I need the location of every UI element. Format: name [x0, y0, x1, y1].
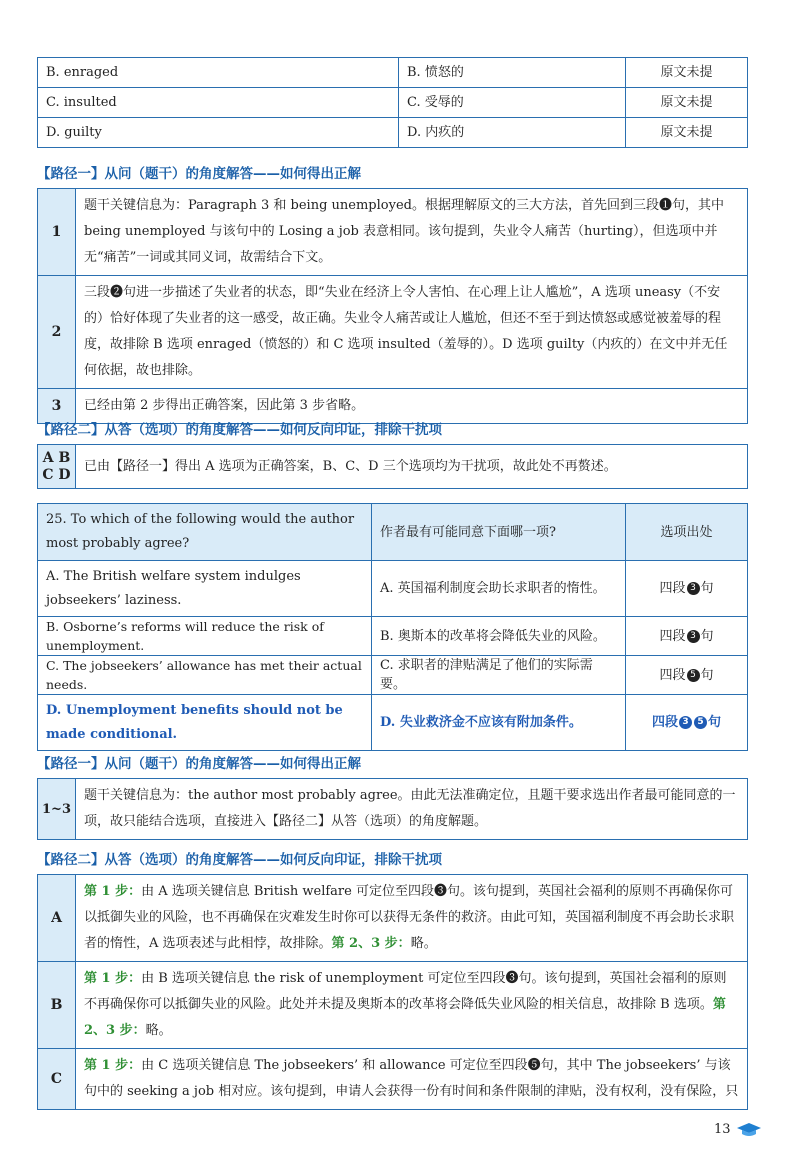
path2-header: 【路径二】从答（选项）的角度解答——如何反向印证，排除干扰项	[37, 422, 442, 438]
step1-label: 第 1 步：	[84, 1058, 142, 1073]
option-source	[626, 561, 748, 617]
source-suffix: 句	[700, 628, 714, 644]
option-source: 原文未提	[626, 58, 748, 88]
circled-number: 5	[687, 669, 700, 682]
step23-label: 第 2、3 步：	[84, 997, 726, 1038]
table-row	[38, 1049, 748, 1110]
source-suffix: 句	[700, 667, 714, 683]
option-source: 原文未提	[626, 118, 748, 148]
source-header: 选项出处	[626, 504, 748, 561]
table-row	[38, 445, 748, 489]
question-en: 25. To which of the following would the author most probably agree?	[38, 504, 372, 561]
q25-path1-table	[37, 778, 748, 840]
circled-number: 3	[687, 582, 700, 595]
path1-header: 【路径一】从问（题干）的角度解答——如何得出正解	[37, 756, 361, 772]
option-analysis	[76, 875, 748, 962]
source-prefix: 四段	[651, 715, 678, 730]
analysis-text: 由 A 选项关键信息 British welfare 可定位至四段❸句。该句提到，英国社会福利的原则不再确保你可以抵御失业的风险，也不再确保在灾难发生时你可以获得无条件的救济。由此可知，英国福利制度不再会助长求职者的惰性，A 选项表述与此相悖，故排除。	[84, 884, 735, 951]
step-text: 题干关键信息为：Paragraph 3 和 being unemployed。根据理解原文的三大方法，首先回到三段❶句，其中 being unemployed 与该句中的 Losing a job 表意相同。该句提到，失业令人痛苦（hurting），但选项中并无“痛苦”一词或其同义词，故需结合下文。	[76, 189, 748, 276]
options-label-top: A B	[42, 449, 71, 466]
option-en-answer: D. Unemployment benefits should not be made conditional.	[38, 695, 372, 751]
q24-path1-table	[37, 188, 748, 424]
analysis-tail: 略。	[410, 936, 437, 951]
option-label: B	[38, 962, 76, 1049]
option-source	[626, 656, 748, 695]
q25-path2-table	[37, 874, 748, 1110]
step-text: 三段❷句进一步描述了失业者的状态，即“失业在经济上令人害怕、在心理上让人尴尬”，A 选项 uneasy（不安的）恰好体现了失业者的这一感受，故正确。失业令人痛苦或让人尴尬，但还不至于到达愤怒或感觉被羞辱的程度，故排除 B 选项 enraged（愤怒的）和 C 选项 insulted（羞辱的）。D 选项 guilty（内疚的）在文中并无任何依据，故也排除。	[76, 276, 748, 389]
option-source	[626, 617, 748, 656]
option-en: B. enraged	[38, 58, 399, 88]
step-label: 1~3	[38, 779, 76, 840]
path2-text: 已由【路径一】得出 A 选项为正确答案，B、C、D 三个选项均为干扰项，故此处不再赘述。	[76, 445, 748, 489]
option-label: C	[38, 1049, 76, 1110]
options-label	[38, 445, 76, 489]
option-source: 原文未提	[626, 88, 748, 118]
option-source-answer	[626, 695, 748, 751]
option-cn: D. 内疚的	[399, 118, 626, 148]
source-suffix: 句	[700, 581, 714, 596]
source-prefix: 四段	[659, 628, 686, 644]
circled-number: 3	[687, 630, 700, 643]
path2-header: 【路径二】从答（选项）的角度解答——如何反向印证，排除干扰项	[37, 852, 442, 868]
source-prefix: 四段	[659, 581, 686, 596]
option-label: A	[38, 875, 76, 962]
analysis-tail: 略。	[145, 1023, 172, 1038]
option-en: C. insulted	[38, 88, 399, 118]
option-cn: C. 求职者的津贴满足了他们的实际需要。	[372, 656, 626, 695]
q24-path2-table	[37, 444, 748, 489]
step-text: 题干关键信息为：the author most probably agree。由此无法准确定位，且题干要求选出作者最可能同意的一项，故只能结合选项，直接进入【路径二】从答（选项）的角度解题。	[76, 779, 748, 840]
table-row	[38, 779, 748, 840]
option-en: A. The British welfare system indulges jobseekers’ laziness.	[38, 561, 372, 617]
step-label: 2	[38, 276, 76, 389]
table-row	[38, 118, 748, 148]
path1-header: 【路径一】从问（题干）的角度解答——如何得出正解	[37, 166, 361, 182]
analysis-text: 由 C 选项关键信息 The jobseekers’ 和 allowance 可定位至四段❺句，其中 The jobseekers’ 与该句中的 seeking a job 相对应。该句提到，申请人会获得一份有时间和条件限制的津贴，没有权利，没有保险，只	[84, 1058, 739, 1099]
table-row	[38, 58, 748, 88]
source-prefix: 四段	[659, 667, 686, 683]
q25-table	[37, 503, 748, 751]
option-analysis	[76, 1049, 748, 1110]
analysis-text: 由 B 选项关键信息 the risk of unemployment 可定位至四段❸句。该句提到，英国社会福利的原则不再确保你可以抵御失业的风险。此处并未提及奥斯本的改革将会降低失业风险的相关信息，故排除 B 选项。	[84, 971, 727, 1012]
circled-number: 3	[679, 716, 692, 729]
graduation-cap-icon	[735, 1122, 763, 1138]
option-cn-answer: D. 失业救济金不应该有附加条件。	[372, 695, 626, 751]
page-number: 13	[714, 1122, 731, 1137]
table-row	[38, 617, 748, 656]
table-row	[38, 189, 748, 276]
option-en: C. The jobseekers’ allowance has met their actual needs.	[38, 656, 372, 695]
step-text: 已经由第 2 步得出正确答案，因此第 3 步省略。	[76, 389, 748, 424]
circled-number: 5	[694, 716, 707, 729]
table-row	[38, 561, 748, 617]
table-row	[38, 88, 748, 118]
step1-label: 第 1 步：	[84, 884, 142, 899]
table-row	[38, 276, 748, 389]
step-label: 3	[38, 389, 76, 424]
table-header-row	[38, 504, 748, 561]
step-label: 1	[38, 189, 76, 276]
option-en: D. guilty	[38, 118, 399, 148]
option-cn: A. 英国福利制度会助长求职者的惰性。	[372, 561, 626, 617]
table-row	[38, 656, 748, 695]
question-cn: 作者最有可能同意下面哪一项?	[372, 504, 626, 561]
option-en: B. Osborne’s reforms will reduce the risk of unemployment.	[38, 617, 372, 656]
option-cn: C. 受辱的	[399, 88, 626, 118]
option-cn: B. 奥斯本的改革将会降低失业的风险。	[372, 617, 626, 656]
table-row	[38, 875, 748, 962]
top-options-table	[37, 57, 748, 148]
table-row-answer	[38, 695, 748, 751]
table-row	[38, 962, 748, 1049]
source-suffix: 句	[708, 715, 722, 730]
option-cn: B. 愤怒的	[399, 58, 626, 88]
option-analysis	[76, 962, 748, 1049]
options-label-bottom: C D	[42, 466, 71, 483]
step23-label: 第 2、3 步：	[331, 936, 411, 951]
step1-label: 第 1 步：	[84, 971, 142, 986]
